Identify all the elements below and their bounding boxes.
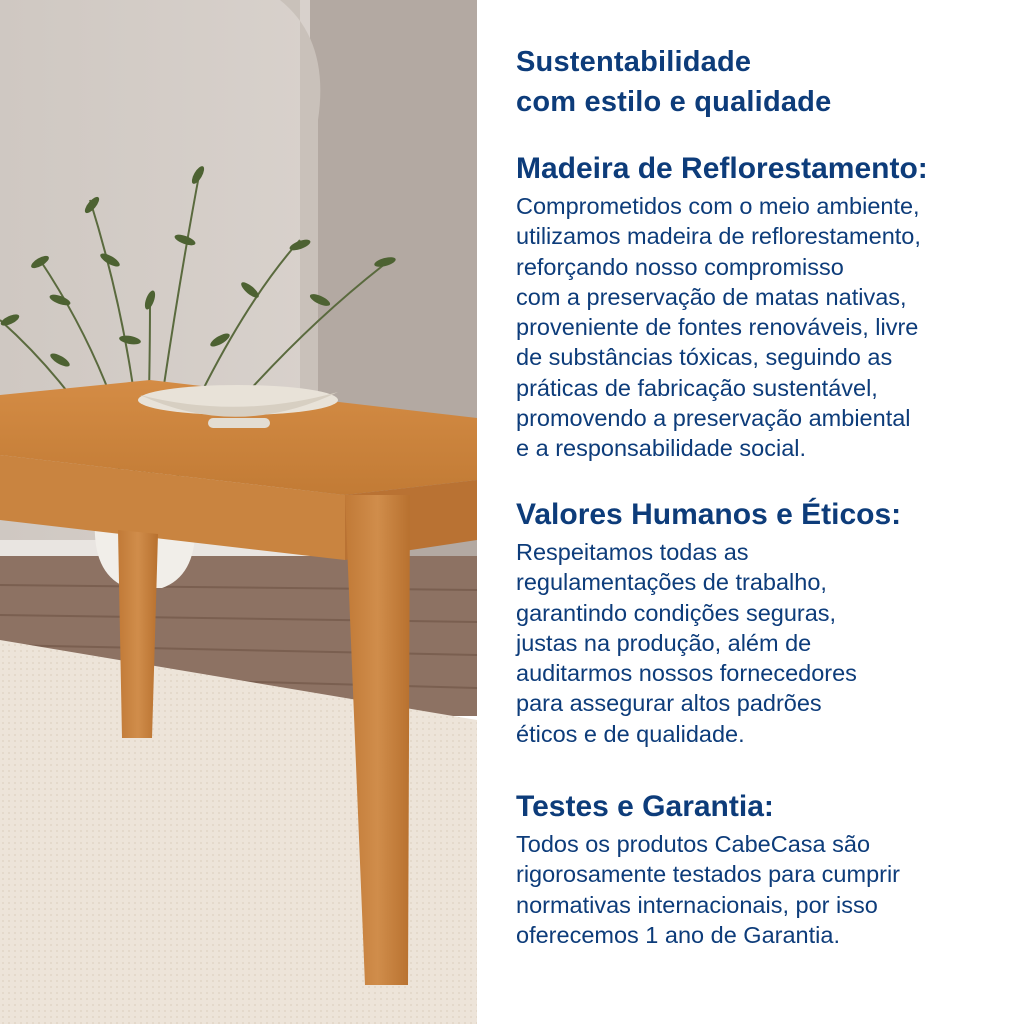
body-line: éticos e de qualidade.: [516, 720, 745, 747]
table-leg-back: [118, 530, 158, 738]
section-title: Valores Humanos e Éticos:: [516, 498, 902, 531]
body-line: para assegurar altos padrões: [516, 690, 822, 717]
section-title: Madeira de Reflorestamento:: [516, 152, 928, 185]
body-line: proveniente de fontes renováveis, livre: [516, 314, 919, 341]
body-line: reforçando nosso compromisso: [516, 253, 844, 280]
section-title: Testes e Garantia:: [516, 790, 774, 823]
body-line: regulamentações de trabalho,: [516, 569, 827, 596]
text-panel: [477, 0, 1024, 1024]
body-line: promovendo a preservação ambiental: [516, 405, 911, 432]
body-line: auditarmos nossos fornecedores: [516, 660, 857, 687]
body-line: rigorosamente testados para cumprir: [516, 861, 901, 888]
body-line: utilizamos madeira de reflorestamento,: [516, 223, 921, 250]
section-ethics: [516, 495, 1016, 749]
body-line: com a preservação de matas nativas,: [516, 283, 907, 310]
product-photo: [0, 0, 477, 1024]
body-line: Todos os produtos CabeCasa são: [516, 831, 871, 857]
body-line: Comprometidos com o meio ambiente,: [516, 193, 920, 219]
body-line: normativas internacionais, por isso: [516, 891, 878, 918]
body-line: garantindo condições seguras,: [516, 599, 837, 626]
headline-line-2: com estilo e qualidade: [516, 86, 832, 118]
body-line: de substâncias tóxicas, seguindo as: [516, 344, 893, 371]
body-line: justas na produção, além de: [516, 629, 812, 656]
headline-line-1: Sustentabilidade: [516, 46, 752, 78]
body-line: e a responsabilidade social.: [516, 435, 807, 462]
body-line: Respeitamos todas as: [516, 539, 749, 565]
section-warranty: [516, 787, 1016, 950]
bowl-base: [208, 418, 270, 428]
body-line: práticas de fabricação sustentável,: [516, 374, 878, 401]
headline: [516, 42, 831, 122]
body-line: oferecemos 1 ano de Garantia.: [516, 921, 840, 948]
section-reforestation: [516, 149, 1016, 464]
